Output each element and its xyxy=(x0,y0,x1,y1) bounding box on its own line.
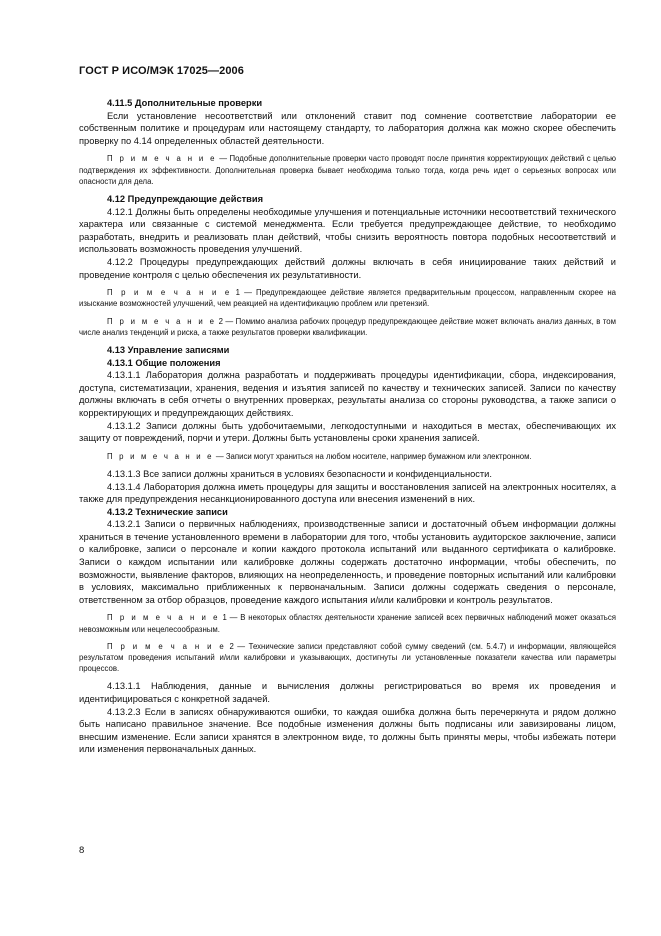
paragraph: 4.13.1.3 Все записи должны храниться в условиях безопасности и конфиденциальности. xyxy=(107,468,492,479)
note-label: П р и м е ч а н и е xyxy=(107,613,220,623)
paragraph: 4.12.2 Процедуры предупреждающих действий должны включать в себя инициирование таких действий и проведение контроля с целью обеспечения их результативности. xyxy=(79,256,616,280)
note xyxy=(79,641,616,675)
note-label: П р и м е ч а н и е xyxy=(107,451,214,461)
section-heading-4-11-5: 4.11.5 Дополнительные проверки xyxy=(107,98,263,108)
note-text: 1 — В некоторых областях деятельности хранение записей всех первичных наблюдений может оказаться невозможным или нецелесообразным. xyxy=(79,613,616,634)
paragraph: Если установление несоответствий или отклонений ставит под сомнение соответствие лаборатории ее собственным политике и процедурам или настоящему стандарту, то лаборатория должна как можно скорее обеспечить проверку по 4.14 определенных областей деятельности. xyxy=(79,110,616,146)
section-heading-4-13-1: 4.13.1 Общие положения xyxy=(107,357,221,368)
document-header: ГОСТ Р ИСО/МЭК 17025—2006 xyxy=(79,65,244,77)
note xyxy=(79,451,616,462)
paragraph: 4.13.1.1 Наблюдения, данные и вычисления должны регистрироваться во время их проведения и идентифицироваться с конкретной задачей. xyxy=(79,681,616,705)
page-body xyxy=(79,97,616,756)
note-text: — Подобные дополнительные проверки часто проводят после принятия корректирующих действий с целью подтверждения их эффективности. Дополнительная проверка бывает необходима только тогда, когда речь идет о серьезных вопросах или опасности для дела. xyxy=(79,154,617,186)
note-text: — Записи могут храниться на любом носителе, например бумажном или электронном. xyxy=(213,451,532,461)
note-label: П р и м е ч а н и е xyxy=(107,154,217,164)
note-label: П р и м е ч а н и е xyxy=(107,316,217,326)
paragraph: 4.13.1.2 Записи должны быть удобочитаемыми, легкодоступными и находиться в местах, обеспечивающих их защиту от повреждений, порчи и утери. Должны быть установлены сроки хранения записей. xyxy=(79,420,616,444)
note xyxy=(79,287,616,309)
note xyxy=(79,612,616,634)
note-text: 2 — Технические записи представляют собой сумму сведений (см. 5.4.7) и информации, являющейся результатом проведения испытаний и/или калибровки и указывающих, достигнуты ли установленные показатели качества или параметры процессов. xyxy=(79,641,617,674)
note-text: 2 — Помимо анализа рабочих процедур предупреждающее действие может включать анализ данных, в том числе анализ тенденций и риска, а также результатов проверки квалификации. xyxy=(79,316,617,337)
note-text: 1 — Предупреждающее действие является предварительным процессом, направленным скорее на изыскание возможностей улучшений, чем реакцией на идентификацию проблем или претензий. xyxy=(79,288,616,309)
note-label: П р и м е ч а н и е xyxy=(107,641,226,651)
paragraph: 4.12.1 Должны быть определены необходимые улучшения и потенциальные источники несоответствий технического характера или связанные с системой менеджмента. Если требуется предупреждающее действие, то необходимо разработать, внедрить и реализовать план действий, чтобы снизить вероятность повтора подобных несоответствий и использовать возможность проведения улучшений. xyxy=(79,206,616,255)
section-heading-4-13-2: 4.13.2 Технические записи xyxy=(107,506,228,517)
paragraph: 4.13.2.3 Если в записях обнаруживаются ошибки, то каждая ошибка должна быть перечеркнута и рядом должно быть написано правильное значение. Все подобные изменения должны быть подписаны или завизированы лицом, внесшим изменение. Если записи хранятся в электронном виде, то должны быть приняты меры, чтобы избежать потери или изменения первоначальных данных. xyxy=(79,706,616,755)
paragraph: 4.13.2.1 Записи о первичных наблюдениях, производственные записи и достаточный объем информации должны храниться в течение установленного времени в лаборатории для того, чтобы установить аудиторское заключение, записи о калибровке, записи о персонале и копии каждого протокола испытаний или выданного сертификата о калибровке. Записи о каждом испытании или калибровке должны содержать достаточно информации, чтобы обеспечить, по возможности, выявление факторов, влияющих на неопределенность, и проведение повторных испытаний или калибровки в условиях, максимально приближенных к первоначальным. Записи должны содержать сведения о персонале, ответственном за отбор образцов, проведение каждого испытания и/или калибровки и контроль результатов. xyxy=(79,519,616,605)
section-heading-4-13: 4.13 Управление записями xyxy=(107,344,230,355)
note xyxy=(79,153,616,187)
paragraph: 4.13.1.1 Лаборатория должна разработать и поддерживать процедуры идентификации, сбора, индексирования, доступа, систематизации, хранения, ведения и изъятия записей по качеству и технических записей. Записи по качеству должны включать в себя отчеты о внутренних проверках, результаты анализа со стороны руководства, а также записи о корректирующих и предупреждающих действиях. xyxy=(79,370,616,418)
paragraph: 4.13.1.4 Лаборатория должна иметь процедуры для защиты и восстановления записей на электронных носителях, а также для предупреждения несанкционированного доступа или внесения изменений в них. xyxy=(79,481,616,505)
note xyxy=(79,316,616,338)
section-heading-4-12: 4.12 Предупреждающие действия xyxy=(107,193,264,204)
page-number: 8 xyxy=(79,845,85,856)
note-label: П р и м е ч а н и е xyxy=(107,288,232,298)
